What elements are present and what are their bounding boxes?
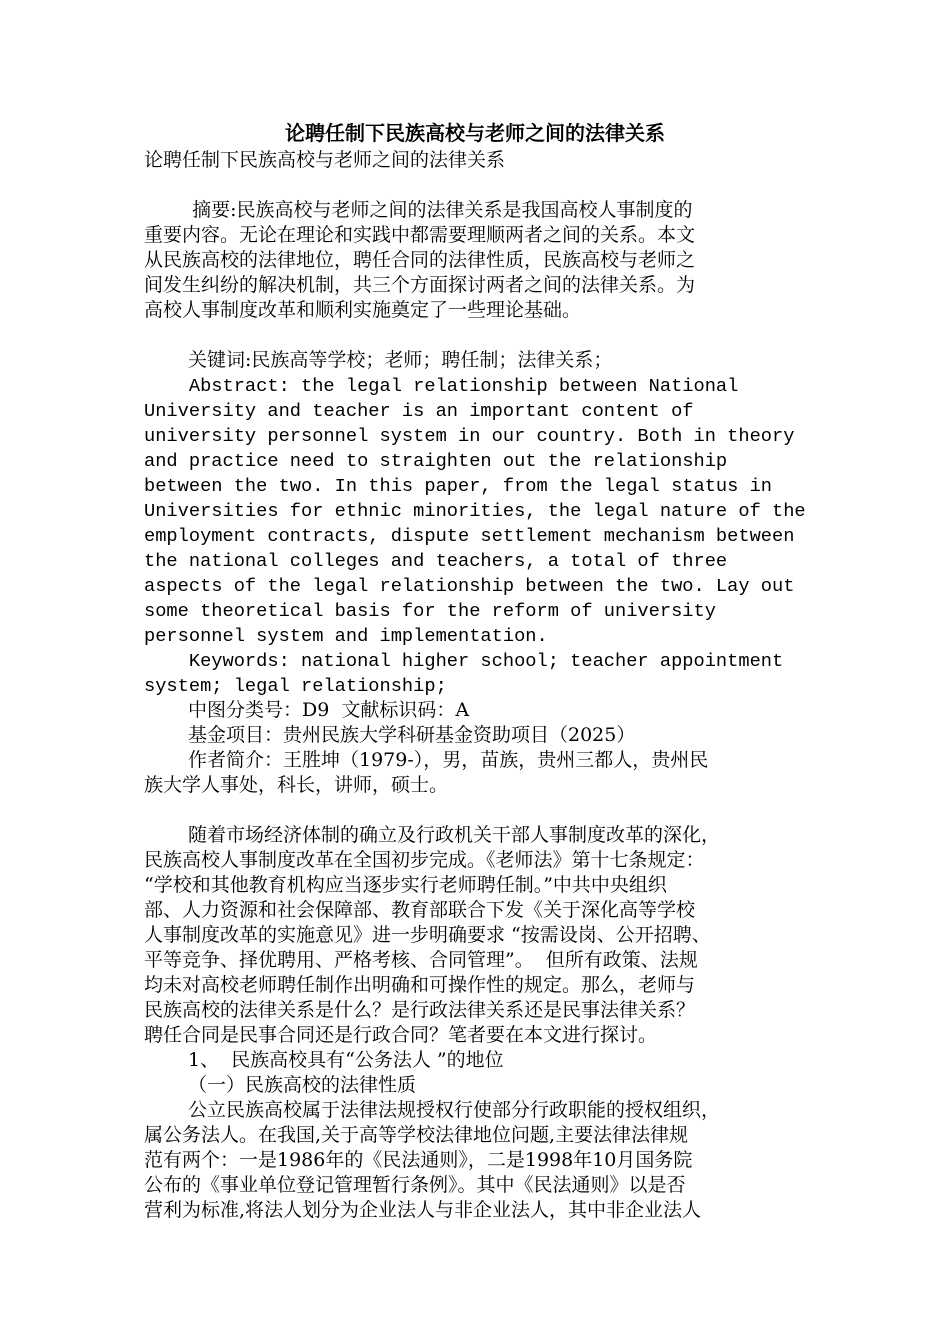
abstract-en-line: aspects of the legal relationship between the two. Lay out [144,575,795,597]
abstract-en-line: employment contracts, dispute settlement mechanism between [144,525,795,547]
body-paragraph-line: 属公务法人。在我国,关于高等学校法律地位问题,主要法律法律规 [144,1124,689,1146]
abstract-en-line: university personnel system in our country. Both in theory [144,425,795,447]
body-paragraph-line: “学校和其他教育机构应当逐步实行老师聘任制。”中共中央组织 [144,874,667,896]
body-paragraph-line: 部、人力资源和社会保障部、教育部联合下发《关于深化高等学校 [144,899,696,921]
abstract-en-line: personnel system and implementation. [144,625,548,647]
fund-line: 基金项目：贵州民族大学科研基金资助项目（2025） [188,724,636,746]
abstract-cn-line: 间发生纠纷的解决机制，共三个方面探讨两者之间的法律关系。为 [144,274,696,296]
abstract-en-line: some theoretical basis for the reform of university [144,600,716,622]
section-heading: 1、 民族高校具有“公务法人 ”的地位 [188,1049,504,1071]
keywords-cn: 关键词:民族高等学校；老师；聘任制；法律关系； [188,349,613,371]
abstract-cn-line: 摘要:民族高校与老师之间的法律关系是我国高校人事制度的 [180,199,693,221]
abstract-en-line: the national colleges and teachers, a total of three [144,550,728,572]
abstract-en-line: between the two. In this paper, from the legal status in [144,475,773,497]
body-paragraph-line: 人事制度改革的实施意见》进一步明确要求 “按需设岗、公开招聘、 [144,924,711,946]
classification-line: 中图分类号：D9 文献标识码：A [188,699,470,721]
body-paragraph-line: 范有两个：一是1986年的《民法通则》，二是1998年10月国务院 [144,1149,693,1171]
body-paragraph-line: 公立民族高校属于法律法规授权行使部分行政职能的授权组织， [188,1099,721,1121]
body-paragraph-line: 营利为标准,将法人划分为企业法人与非企业法人，其中非企业法人 [144,1199,702,1221]
subsection-heading: （一）民族高校的法律性质 [188,1074,417,1096]
document-subtitle: 论聘任制下民族高校与老师之间的法律关系 [144,149,506,171]
author-line: 作者简介：王胜坤（1979-），男，苗族，贵州三都人，贵州民 [188,749,709,771]
abstract-cn-line: 从民族高校的法律地位，聘任合同的法律性质，民族高校与老师之 [144,249,696,271]
keywords-en-line: Keywords: national higher school; teacher appointment [144,650,784,672]
abstract-en-line: and practice need to straighten out the relationship [144,450,728,472]
abstract-cn-line: 高校人事制度改革和顺利实施奠定了一些理论基础。 [144,299,582,321]
body-paragraph-line: 均未对高校老师聘任制作出明确和可操作性的规定。那么，老师与 [144,974,696,996]
document-title: 论聘任制下民族高校与老师之间的法律关系 [285,121,665,145]
keywords-en-line: system; legal relationship; [144,675,447,697]
body-paragraph-line: 平等竞争、择优聘用、严格考核、合同管理”。 但所有政策、法规 [144,949,698,971]
body-paragraph-line: 公布的《事业单位登记管理暂行条例》。其中《民法通则》以是否 [144,1174,686,1196]
body-paragraph-line: 民族高校的法律关系是什么？是行政法律关系还是民事法律关系？ [144,999,696,1021]
author-line-cont: 族大学人事处，科长，讲师，硕士。 [144,774,449,796]
abstract-en-line: University and teacher is an important content of [144,400,694,422]
abstract-en-line: Universities for ethnic minorities, the legal nature of the [144,500,806,522]
body-paragraph-line: 随着市场经济体制的确立及行政机关干部人事制度改革的深化， [188,824,721,846]
body-paragraph-line: 民族高校人事制度改革在全国初步完成。《老师法》第十七条规定： [144,849,705,871]
abstract-en-line: Abstract: the legal relationship between National [144,375,739,397]
body-paragraph-line: 聘任合同是民事合同还是行政合同？笔者要在本文进行探讨。 [144,1024,658,1046]
abstract-cn-line: 重要内容。无论在理论和实践中都需要理顺两者之间的关系。本文 [144,224,696,246]
